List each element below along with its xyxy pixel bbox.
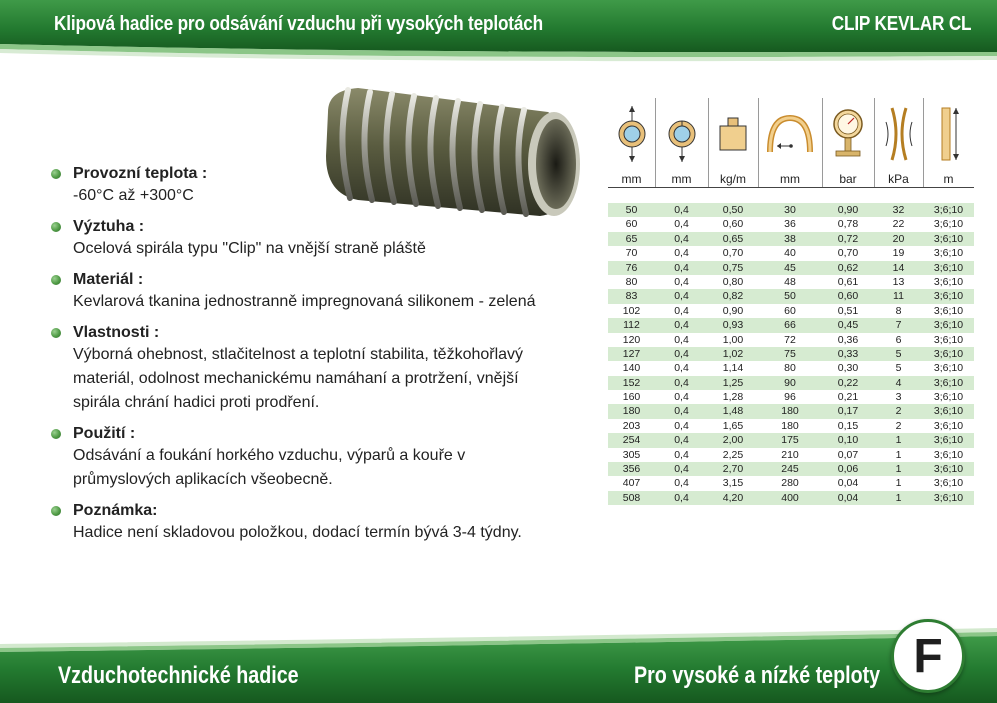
table-cell: 1,14 <box>722 362 744 375</box>
table-cell: 175 <box>781 434 799 447</box>
table-cell: 72 <box>784 333 796 346</box>
header-title: Klipová hadice pro odsávání vzduchu při vysokých teplotách <box>54 13 543 35</box>
spec-table <box>608 98 974 505</box>
table-cell: 0,4 <box>674 463 689 476</box>
table-cell: 356 <box>622 463 641 476</box>
table-cell: 0,4 <box>674 391 689 404</box>
table-cell: 3;6;10 <box>933 218 964 231</box>
table-cell: 3;6;10 <box>933 333 964 346</box>
table-row <box>608 404 974 418</box>
table-cell: 3;6;10 <box>933 434 964 447</box>
vacuum-icon <box>874 98 923 170</box>
table-cell: 0,4 <box>674 347 689 360</box>
table-cell: 1 <box>895 491 902 504</box>
bullet-icon <box>51 169 61 179</box>
footer-band <box>0 628 997 703</box>
table-row <box>608 448 974 462</box>
table-cell: 50 <box>625 204 638 216</box>
table-cell: 5 <box>895 347 902 360</box>
table-row <box>608 376 974 390</box>
spec-text: Ocelová spirála typu "Clip" na vnější straně pláště <box>73 240 426 257</box>
table-cell: 1,65 <box>722 419 744 432</box>
table-cell: 3;6;10 <box>933 362 964 375</box>
table-cell: 0,06 <box>837 463 859 476</box>
table-cell: 0,04 <box>837 477 859 490</box>
table-cell: 3;6;10 <box>933 419 964 432</box>
table-cell: 1,02 <box>722 347 744 360</box>
table-cell: 120 <box>622 333 641 346</box>
unit-header: mm <box>671 172 692 186</box>
table-cell: 508 <box>622 491 641 504</box>
spec-label: Poznámka: <box>73 502 158 519</box>
table-cell: 0,04 <box>837 491 859 504</box>
table-cell: 2 <box>895 419 902 432</box>
table-cell: 0,17 <box>837 405 859 418</box>
table-body <box>608 203 974 505</box>
table-cell: 0,07 <box>837 448 859 461</box>
table-cell: 1,00 <box>722 333 744 346</box>
table-row <box>608 232 974 246</box>
table-cell: 0,90 <box>837 204 859 216</box>
wall-thickness-icon <box>655 98 708 170</box>
table-cell: 1,28 <box>722 391 744 404</box>
table-cell: 3;6;10 <box>933 247 964 260</box>
table-cell: 0,4 <box>674 376 689 389</box>
footer-right-text: Pro vysoké a nízké teploty <box>633 662 880 689</box>
table-cell: 0,72 <box>837 232 859 245</box>
table-cell: 2,00 <box>722 434 744 447</box>
table-row <box>608 462 974 476</box>
table-cell: 30 <box>784 204 796 216</box>
table-cell: 70 <box>625 247 638 260</box>
table-cell: 3;6;10 <box>933 376 964 389</box>
table-cell: 22 <box>892 218 905 231</box>
table-cell: 0,36 <box>837 333 859 346</box>
table-cell: 14 <box>892 261 905 274</box>
table-cell: 0,60 <box>722 218 744 231</box>
table-cell: 90 <box>784 376 796 389</box>
table-cell: 0,4 <box>674 290 689 303</box>
spec-item-reinforcement <box>50 217 560 261</box>
table-cell: 3;6;10 <box>933 232 964 245</box>
table-cell: 38 <box>784 232 796 245</box>
table-cell: 0,4 <box>674 491 689 504</box>
table-cell: 0,4 <box>674 261 689 274</box>
table-cell: 11 <box>893 290 904 303</box>
table-row <box>608 390 974 404</box>
spec-item-properties <box>50 323 560 415</box>
spec-item-material <box>50 270 560 314</box>
table-cell: 48 <box>784 275 796 288</box>
table-cell: 6 <box>895 333 902 346</box>
table-cell: 65 <box>625 232 638 245</box>
bend-radius-icon <box>758 98 822 170</box>
table-cell: 127 <box>622 347 641 360</box>
spec-item-temperature <box>50 164 560 208</box>
unit-header: kg/m <box>719 172 746 186</box>
spec-label: Provozní teplota : <box>73 165 208 182</box>
table-cell: 0,78 <box>837 218 859 231</box>
table-unit-row <box>608 170 974 188</box>
table-cell: 0,4 <box>674 333 689 346</box>
table-cell: 210 <box>781 448 799 461</box>
table-cell: 0,4 <box>674 405 689 418</box>
table-cell: 0,82 <box>722 290 744 303</box>
length-icon <box>923 98 974 170</box>
table-cell: 32 <box>892 204 905 216</box>
table-cell: 0,4 <box>674 419 689 432</box>
table-cell: 20 <box>892 232 905 245</box>
table-cell: 4 <box>895 376 902 389</box>
spec-text: Kevlarová tkanina jednostranně impregnovaná silikonem - zelená <box>73 293 536 310</box>
table-cell: 80 <box>784 362 796 375</box>
table-cell: 0,21 <box>837 391 859 404</box>
table-cell: 3;6;10 <box>933 405 964 418</box>
table-cell: 3;6;10 <box>933 347 964 360</box>
table-cell: 1 <box>895 448 902 461</box>
table-cell: 0,22 <box>837 376 859 389</box>
table-row <box>608 203 974 217</box>
table-cell: 3;6;10 <box>933 491 964 504</box>
spec-text: Výborná ohebnost, stlačitelnost a teplotní stabilita, těžkohořlavý materiál, odolnost mechanickému namáhaní a protržení, vnější spirála chrání hadici proti prodření. <box>73 346 524 411</box>
table-cell: 3;6;10 <box>933 319 964 332</box>
table-row <box>608 318 974 332</box>
table-cell: 0,4 <box>674 362 689 375</box>
table-cell: 40 <box>784 247 796 260</box>
table-cell: 0,75 <box>722 261 744 274</box>
table-cell: 280 <box>781 477 799 490</box>
table-cell: 3 <box>895 391 902 404</box>
unit-header: mm <box>621 172 642 186</box>
table-cell: 36 <box>784 218 796 231</box>
table-cell: 0,4 <box>674 304 689 317</box>
footer-left-text: Vzduchotechnické hadice <box>58 662 299 689</box>
spec-text: Hadice není skladovou položkou, dodací termín bývá 3-4 týdny. <box>73 524 522 541</box>
table-cell: 0,4 <box>674 218 689 231</box>
table-row <box>608 433 974 447</box>
inner-diameter-icon <box>608 98 655 170</box>
table-cell: 0,4 <box>674 448 689 461</box>
table-cell: 0,4 <box>674 319 689 332</box>
section-badge: F <box>891 619 965 693</box>
table-cell: 0,45 <box>837 319 859 332</box>
table-cell: 2,25 <box>722 448 744 461</box>
table-cell: 0,90 <box>722 304 744 317</box>
table-row <box>608 246 974 260</box>
table-row <box>608 476 974 490</box>
table-row <box>608 275 974 289</box>
table-row <box>608 261 974 275</box>
table-cell: 140 <box>622 362 641 375</box>
table-cell: 13 <box>892 275 905 288</box>
table-cell: 3;6;10 <box>933 463 964 476</box>
table-cell: 2 <box>895 405 902 418</box>
table-cell: 0,4 <box>674 247 689 260</box>
spec-item-usage <box>50 424 560 492</box>
table-cell: 0,4 <box>674 275 689 288</box>
table-cell: 83 <box>625 290 638 303</box>
table-cell: 50 <box>784 290 796 303</box>
spec-label: Výztuha : <box>73 218 145 235</box>
table-icon-row <box>608 98 974 170</box>
header-band <box>0 0 997 70</box>
pressure-gauge-icon <box>822 98 874 170</box>
spec-label: Materiál : <box>73 271 144 288</box>
table-cell: 19 <box>892 247 905 260</box>
table-cell: 0,70 <box>722 247 744 260</box>
table-cell: 2,70 <box>722 463 744 476</box>
table-cell: 66 <box>784 319 796 332</box>
table-cell: 1,48 <box>722 405 744 418</box>
table-cell: 0,4 <box>674 204 689 216</box>
spec-text: -60°C až +300°C <box>73 187 194 204</box>
table-cell: 3;6;10 <box>933 391 964 404</box>
table-row <box>608 304 974 318</box>
table-cell: 1 <box>895 463 902 476</box>
table-row <box>608 333 974 347</box>
table-row <box>608 361 974 375</box>
table-cell: 45 <box>784 261 796 274</box>
bullet-icon <box>51 429 61 439</box>
table-cell: 60 <box>625 218 638 231</box>
table-row <box>608 217 974 231</box>
table-cell: 76 <box>625 261 638 274</box>
table-cell: 112 <box>623 319 640 332</box>
table-cell: 0,70 <box>837 247 859 260</box>
table-cell: 400 <box>781 491 799 504</box>
table-cell: 0,80 <box>722 275 744 288</box>
spec-label: Vlastnosti : <box>73 324 160 341</box>
table-cell: 3;6;10 <box>933 275 964 288</box>
table-cell: 152 <box>622 376 641 389</box>
table-cell: 3,15 <box>722 477 744 490</box>
table-cell: 1 <box>895 477 902 490</box>
table-cell: 102 <box>622 304 641 317</box>
table-cell: 3;6;10 <box>933 204 964 216</box>
spec-text: Odsávání a foukání horkého vzduchu, výparů a kouře v průmyslových aplikacích všeobecně. <box>73 447 466 488</box>
table-row <box>608 289 974 303</box>
weight-icon <box>708 98 758 170</box>
table-cell: 180 <box>781 405 799 418</box>
table-cell: 60 <box>784 304 796 317</box>
table-cell: 1 <box>895 434 902 447</box>
table-cell: 0,4 <box>674 477 689 490</box>
table-cell: 96 <box>784 391 796 404</box>
table-cell: 0,60 <box>837 290 859 303</box>
table-cell: 3;6;10 <box>933 304 964 317</box>
bullet-icon <box>51 275 61 285</box>
table-cell: 0,33 <box>837 347 859 360</box>
table-cell: 180 <box>781 419 799 432</box>
spec-list <box>50 164 560 554</box>
table-cell: 254 <box>622 434 641 447</box>
table-cell: 0,51 <box>837 304 859 317</box>
table-cell: 4,20 <box>722 491 744 504</box>
table-cell: 0,15 <box>837 419 859 432</box>
unit-header: mm <box>780 172 800 186</box>
unit-header: m <box>943 172 954 186</box>
table-cell: 180 <box>622 405 641 418</box>
table-cell: 3;6;10 <box>933 477 964 490</box>
spec-label: Použití : <box>73 425 136 442</box>
table-cell: 0,30 <box>837 362 859 375</box>
table-cell: 3;6;10 <box>933 290 964 303</box>
table-cell: 0,62 <box>837 261 859 274</box>
table-cell: 407 <box>622 477 641 490</box>
table-cell: 0,4 <box>674 434 689 447</box>
table-cell: 7 <box>895 319 902 332</box>
table-cell: 3;6;10 <box>933 448 964 461</box>
table-row <box>608 419 974 433</box>
table-cell: 1,25 <box>722 376 744 389</box>
table-cell: 80 <box>625 275 638 288</box>
table-cell: 0,93 <box>722 319 744 332</box>
unit-header: bar <box>839 172 857 186</box>
bullet-icon <box>51 506 61 516</box>
table-row <box>608 347 974 361</box>
table-cell: 160 <box>622 391 641 404</box>
product-code: CLIP KEVLAR CL <box>831 13 971 35</box>
table-cell: 0,4 <box>674 232 689 245</box>
table-cell: 305 <box>622 448 641 461</box>
table-cell: 75 <box>784 347 796 360</box>
table-cell: 0,50 <box>722 204 744 216</box>
bullet-icon <box>51 328 61 338</box>
table-row <box>608 491 974 505</box>
unit-header: kPa <box>888 172 909 186</box>
table-cell: 245 <box>781 463 799 476</box>
table-cell: 0,61 <box>837 275 859 288</box>
bullet-icon <box>51 222 61 232</box>
table-cell: 0,65 <box>722 232 744 245</box>
spec-item-note <box>50 501 560 545</box>
table-cell: 3;6;10 <box>933 261 964 274</box>
table-cell: 8 <box>895 304 902 317</box>
table-cell: 203 <box>622 419 641 432</box>
table-cell: 5 <box>895 362 902 375</box>
table-cell: 0,10 <box>837 434 859 447</box>
